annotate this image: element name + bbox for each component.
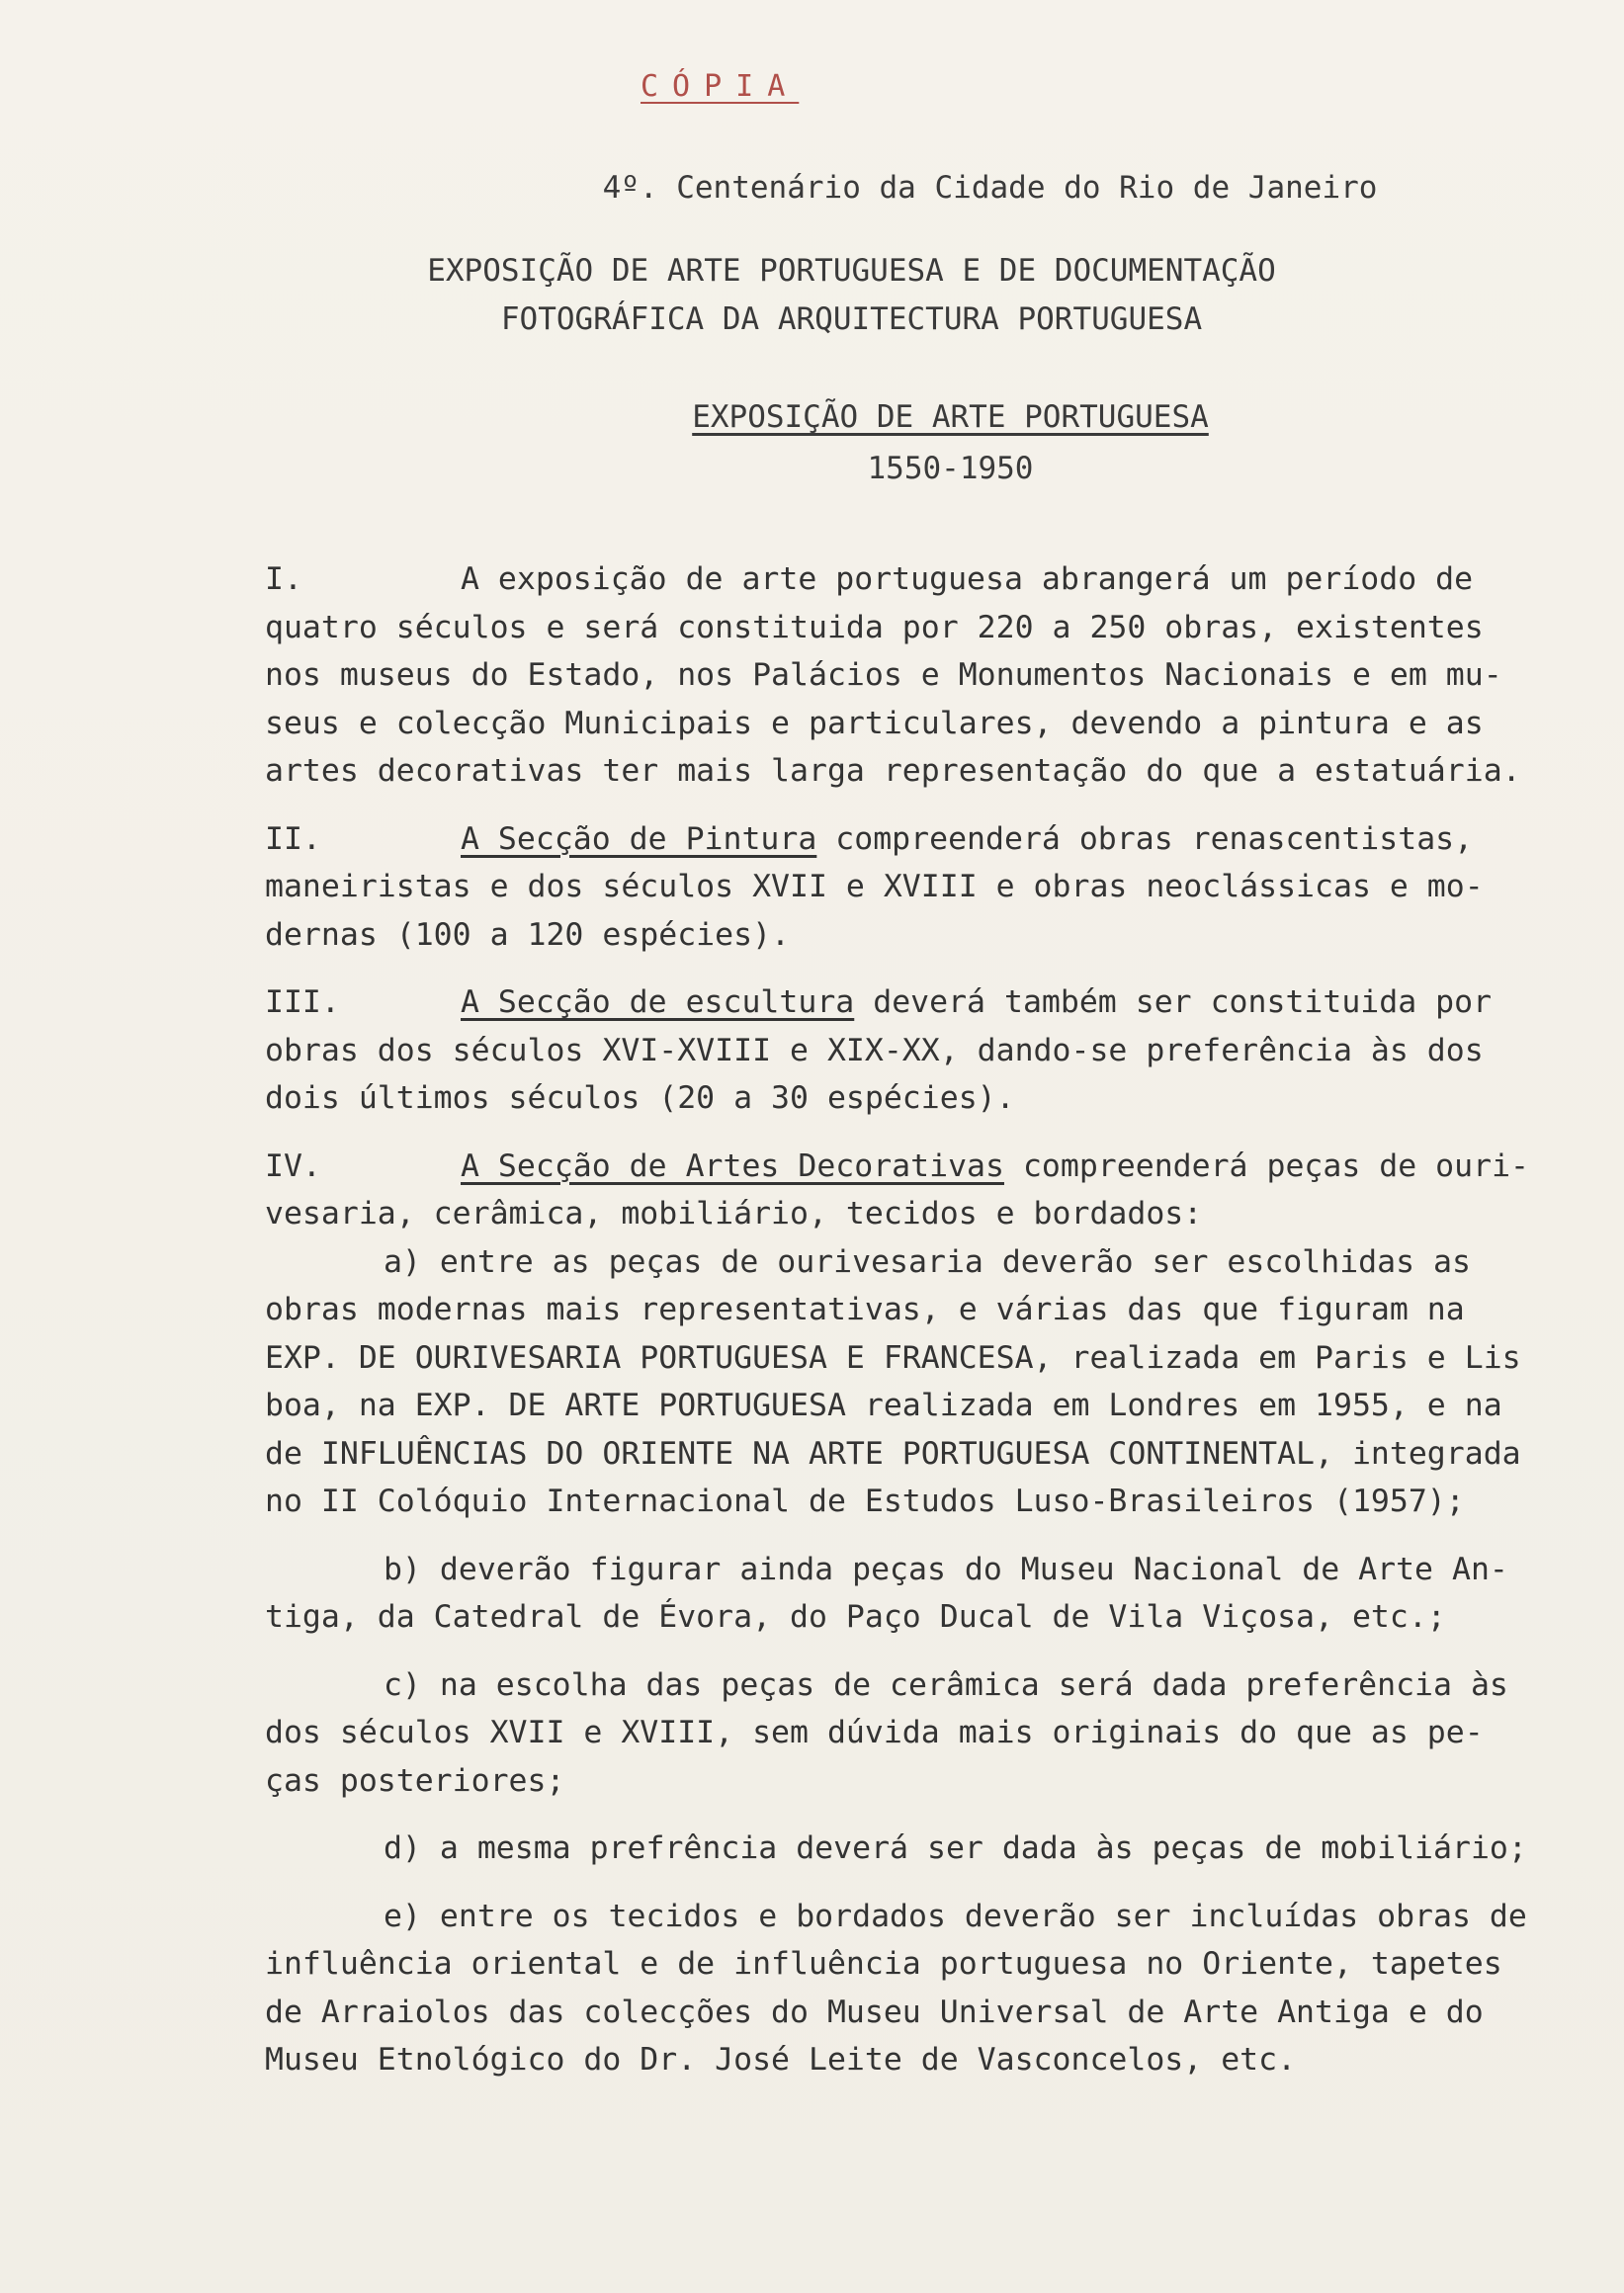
exposition-title-line2: FOTOGRÁFICA DA ARQUITECTURA PORTUGUESA [500,301,1203,337]
section-text-line: maneiristas e dos séculos XVII e XVIII e obras neoclássicas e mo- [265,869,1484,904]
item-text-line: tiga, da Catedral de Évora, do Paço Ducal de Vila Viçosa, etc.; [265,1599,1446,1635]
item-text-line: influência oriental e de influência portuguesa no Oriente, tapetes [265,1946,1502,1982]
item-text-line: d) a mesma prefrência deverá ser dada às peças de mobiliário; [384,1830,1527,1866]
item-text-line: de INFLUÊNCIAS DO ORIENTE NA ARTE PORTUGUESA CONTINENTAL, integrada [265,1435,1521,1472]
section-text-line: quatro séculos e será constituida por 220 a 250 obras, existentes [265,609,1484,645]
item-text-line: de Arraiolos das colecções do Museu Universal de Arte Antiga e do [265,1994,1484,2030]
section-text-line: deverá também ser constituida por [854,984,1493,1020]
document-body [265,555,1580,2104]
section-ii [265,815,1580,960]
item-text-line: dos séculos XVII e XVIII, sem dúvida mais originais do que as pe- [265,1715,1484,1750]
section-number: IV. [265,1147,321,1184]
item-b [265,1546,1580,1642]
item-text-line: Museu Etnológico do Dr. José Leite de Vasconcelos, etc. [265,2042,1297,2078]
section-text-line: compreenderá peças de ouri- [1003,1147,1529,1184]
section-text-line: A exposição de arte portuguesa abrangerá um período de [461,561,1474,597]
section-heading: A Secção de Pintura [461,820,817,857]
section-text-line: compreenderá obras renascentistas, [816,820,1474,857]
section-heading: A Secção de escultura [461,984,855,1020]
item-c [265,1661,1580,1806]
section-heading: A Secção de Artes Decorativas [461,1147,1004,1184]
item-text-line: EXP. DE OURIVESARIA PORTUGUESA E FRANCESA, realizada em Paris e Lis [265,1339,1521,1376]
section-i [265,555,1580,796]
section-number: I. [265,561,302,597]
item-a [265,1238,1580,1526]
item-text-line: e) entre os tecidos e bordados deverão ser incluídas obras de [384,1898,1527,1934]
section-iii [265,978,1580,1123]
exposition-title-line1: EXPOSIÇÃO DE ARTE PORTUGUESA E DE DOCUMENTAÇÃO [427,253,1276,289]
section-text-line: obras dos séculos XVI-XVIII e XIX-XX, dando-se preferência às dos [265,1032,1484,1068]
section-number: II. [265,820,321,857]
exposition-subtitle: EXPOSIÇÃO DE ARTE PORTUGUESA [692,399,1209,435]
item-e [265,1893,1580,2084]
centenario-heading: 4º. Centenário da Cidade do Rio de Janeiro [602,170,1378,206]
section-text-line: dois últimos séculos (20 a 30 espécies). [265,1080,1015,1116]
item-text-line: ças posteriores; [265,1762,565,1799]
item-text-line: obras modernas mais representativas, e várias das que figuram na [265,1292,1465,1327]
item-text-line: a) entre as peças de ourivesaria deverão ser escolhidas as [384,1243,1471,1280]
item-d [265,1825,1580,1873]
section-text-line: nos museus do Estado, nos Palácios e Monumentos Nacionais e em mu- [265,657,1502,693]
item-text-line: c) na escolha das peças de cerâmica será dada preferência às [384,1666,1508,1703]
section-text-line: dernas (100 a 120 espécies). [265,916,791,953]
section-text-line: seus e colecção Municipais e particulares, devendo a pintura e as [265,705,1484,741]
copia-stamp: CÓPIA [641,69,800,104]
section-text-line: vesaria, cerâmica, mobiliário, tecidos e bordados: [265,1196,1203,1231]
item-text-line: boa, na EXP. DE ARTE PORTUGUESA realizada em Londres em 1955, e na [265,1388,1502,1423]
item-text-line: no II Colóquio Internacional de Estudos Luso-Brasileiros (1957); [265,1484,1465,1519]
exposition-years: 1550-1950 [867,451,1034,486]
section-iv [265,1143,1580,1238]
item-text-line: b) deverão figurar ainda peças do Museu Nacional de Arte An- [384,1551,1508,1587]
section-text-line: artes decorativas ter mais larga representação do que a estatuária. [265,753,1521,789]
section-number: III. [265,984,340,1020]
